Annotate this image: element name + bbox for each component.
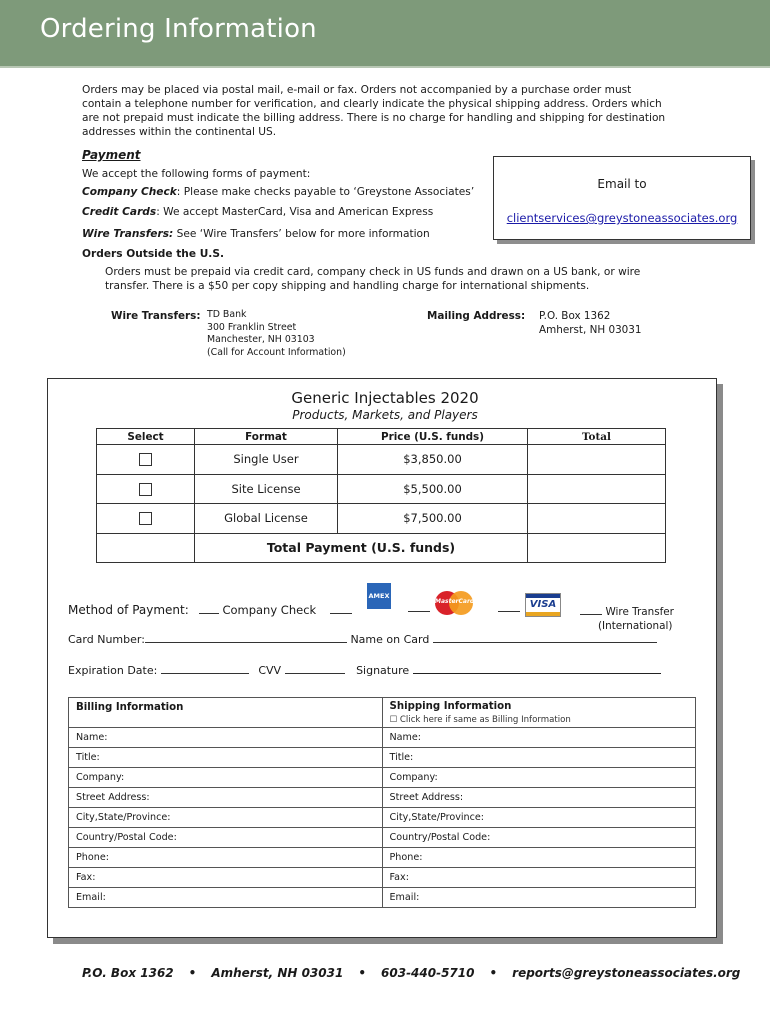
order-table — [96, 428, 666, 563]
billing-field[interactable]: Fax: — [69, 868, 383, 888]
col-select: Select — [97, 429, 195, 445]
table-row — [69, 848, 696, 868]
billing-heading: Billing Information — [76, 702, 184, 713]
payment-heading: Payment — [82, 148, 141, 162]
select-cell — [97, 474, 195, 504]
shipping-field[interactable]: Company: — [382, 768, 696, 788]
shipping-field[interactable]: Email: — [382, 888, 696, 908]
table-row — [69, 768, 696, 788]
product-title: Generic Injectables 2020 — [291, 389, 479, 407]
billing-shipping-table — [68, 697, 696, 908]
company-check-text: : Please make checks payable to ‘Greystone Associates’ — [176, 186, 475, 198]
billing-field[interactable]: Email: — [69, 888, 383, 908]
select-cell — [97, 445, 195, 475]
col-price: Price (U.S. funds) — [338, 429, 528, 445]
outside-us-text: Orders must be prepaid via credit card, company check in US funds and drawn on a US bank, or wire transfer. There is a $50 per copy shipping and handling charge for international shipments. — [105, 266, 641, 292]
table-row — [69, 868, 696, 888]
credit-cards-text: : We accept MasterCard, Visa and American Express — [156, 206, 434, 218]
total-cell[interactable] — [528, 445, 666, 475]
price-cell: $5,500.00 — [338, 474, 528, 504]
table-row — [97, 474, 666, 504]
signature-field[interactable] — [413, 664, 661, 674]
select-checkbox[interactable] — [139, 483, 152, 496]
wire-address — [207, 309, 346, 360]
billing-field[interactable]: Street Address: — [69, 788, 383, 808]
billing-field[interactable]: Title: — [69, 748, 383, 768]
table-row — [97, 445, 666, 475]
visa-icon — [525, 593, 561, 617]
billing-field[interactable]: Company: — [69, 768, 383, 788]
shipping-field[interactable]: Name: — [382, 728, 696, 748]
table-row — [69, 828, 696, 848]
billing-heading-cell — [69, 698, 383, 728]
wire-transfer-blank[interactable] — [580, 605, 602, 615]
col-total: Total — [528, 429, 666, 445]
mastercard-blank-wrap — [408, 602, 430, 615]
footer — [82, 966, 740, 980]
wire-transfers-text: See ‘Wire Transfers’ below for more information — [173, 228, 430, 240]
intro-paragraph: Orders may be placed via postal mail, e-mail or fax. Orders not accompanied by a purchase order must contain a telephone number for verification, and clearly indicate the physical shipping address. Orders which are not prepaid must indicate the billing address. There is no charge for handling and shipping for destination addresses within the continental US. — [82, 84, 666, 138]
select-checkbox[interactable] — [139, 453, 152, 466]
cvv-field[interactable] — [285, 664, 345, 674]
footer-po-box: P.O. Box 1362 — [82, 966, 174, 980]
name-on-card-label: Name on Card — [350, 633, 430, 646]
mastercard-blank[interactable] — [408, 602, 430, 612]
select-checkbox[interactable] — [139, 512, 152, 525]
amex-icon: AMEX — [367, 583, 391, 609]
billing-field[interactable]: Name: — [69, 728, 383, 748]
cvv-label: CVV — [258, 664, 282, 677]
shipping-field[interactable]: Title: — [382, 748, 696, 768]
email-to-label: Email to — [597, 177, 647, 191]
wire-label: Wire Transfers: — [111, 310, 201, 322]
shipping-field[interactable]: Country/Postal Code: — [382, 828, 696, 848]
price-cell: $7,500.00 — [338, 504, 528, 534]
expiration-field[interactable] — [161, 664, 249, 674]
mailing-address — [539, 309, 642, 337]
card-number-field[interactable] — [145, 633, 347, 643]
table-row — [69, 808, 696, 828]
payment-accept: We accept the following forms of payment: — [82, 168, 311, 180]
table-row — [69, 748, 696, 768]
page-title: Ordering Information — [40, 14, 317, 44]
visa-blank[interactable] — [498, 602, 520, 612]
payment-wire — [82, 228, 430, 240]
footer-separator: • — [489, 966, 498, 980]
mailing-line: Amherst, NH 03031 — [539, 324, 642, 336]
table-row — [97, 504, 666, 534]
visa-text: VISA — [529, 599, 557, 610]
wire-line: (Call for Account Information) — [207, 347, 346, 359]
shipping-heading: Shipping Information — [389, 701, 512, 712]
mastercard-icon — [435, 591, 473, 615]
method-label: Method of Payment: — [68, 603, 189, 617]
shipping-heading-cell — [382, 698, 696, 728]
shipping-field[interactable]: Street Address: — [382, 788, 696, 808]
format-cell: Global License — [195, 504, 338, 534]
footer-separator: • — [358, 966, 367, 980]
company-check-blank[interactable] — [199, 604, 219, 614]
billing-field[interactable]: Country/Postal Code: — [69, 828, 383, 848]
wire-transfers-label: Wire Transfers: — [82, 228, 174, 240]
wire-line: Manchester, NH 03103 — [207, 334, 315, 346]
total-cell[interactable] — [528, 504, 666, 534]
shipping-field[interactable]: Fax: — [382, 868, 696, 888]
table-row — [69, 888, 696, 908]
mailing-label: Mailing Address: — [427, 310, 526, 322]
billing-field[interactable]: City,State/Province: — [69, 808, 383, 828]
footer-city: Amherst, NH 03031 — [211, 966, 344, 980]
method-of-payment — [68, 603, 352, 617]
email-link[interactable]: clientservices@greystoneassociates.org — [506, 211, 738, 225]
table-row — [69, 728, 696, 748]
total-spacer — [97, 533, 195, 563]
card-number-label: Card Number: — [68, 633, 145, 646]
company-check-label: Company Check — [82, 186, 177, 198]
price-cell: $3,850.00 — [338, 445, 528, 475]
total-cell[interactable] — [528, 474, 666, 504]
visa-blank-wrap — [498, 602, 520, 615]
table-row — [69, 788, 696, 808]
wire-line: TD Bank — [207, 309, 247, 320]
total-payment-cell[interactable] — [528, 533, 666, 563]
header-bar — [0, 0, 770, 68]
company-check-option: Company Check — [222, 603, 317, 617]
wire-line: 300 Franklin Street — [207, 321, 297, 333]
order-table-header — [97, 429, 666, 445]
name-on-card-field[interactable] — [433, 633, 657, 643]
mastercard-text: MasterCard — [435, 598, 475, 605]
card-number-line — [68, 633, 657, 646]
product-subtitle: Products, Markets, and Players — [292, 408, 478, 422]
format-cell: Single User — [195, 445, 338, 475]
credit-cards-label: Credit Cards — [82, 206, 157, 218]
shipping-field[interactable]: City,State/Province: — [382, 808, 696, 828]
total-payment-label: Total Payment (U.S. funds) — [195, 533, 528, 563]
expiration-label: Expiration Date: — [68, 664, 158, 677]
mailing-line: P.O. Box 1362 — [539, 310, 611, 322]
international-label: (International) — [598, 620, 673, 632]
format-cell: Site License — [195, 474, 338, 504]
select-cell — [97, 504, 195, 534]
shipping-field[interactable]: Phone: — [382, 848, 696, 868]
footer-email[interactable]: reports@greystoneassociates.org — [512, 966, 741, 980]
col-format: Format — [195, 429, 338, 445]
amex-blank[interactable] — [330, 604, 352, 614]
total-row — [97, 533, 666, 563]
billing-header-row — [69, 698, 696, 728]
billing-field[interactable]: Phone: — [69, 848, 383, 868]
wire-transfer-option — [580, 605, 674, 618]
footer-phone: 603-440-5710 — [381, 966, 475, 980]
outside-us-heading: Orders Outside the U.S. — [82, 248, 224, 260]
footer-separator: • — [188, 966, 197, 980]
wire-transfer-label: Wire Transfer — [605, 606, 674, 618]
email-box — [493, 156, 751, 240]
expiration-line — [68, 664, 661, 677]
signature-label: Signature — [356, 664, 410, 677]
payment-company-check — [82, 186, 474, 198]
same-as-billing-checkbox[interactable]: ☐ Click here if same as Billing Information — [389, 715, 571, 725]
payment-credit-cards — [82, 206, 433, 218]
